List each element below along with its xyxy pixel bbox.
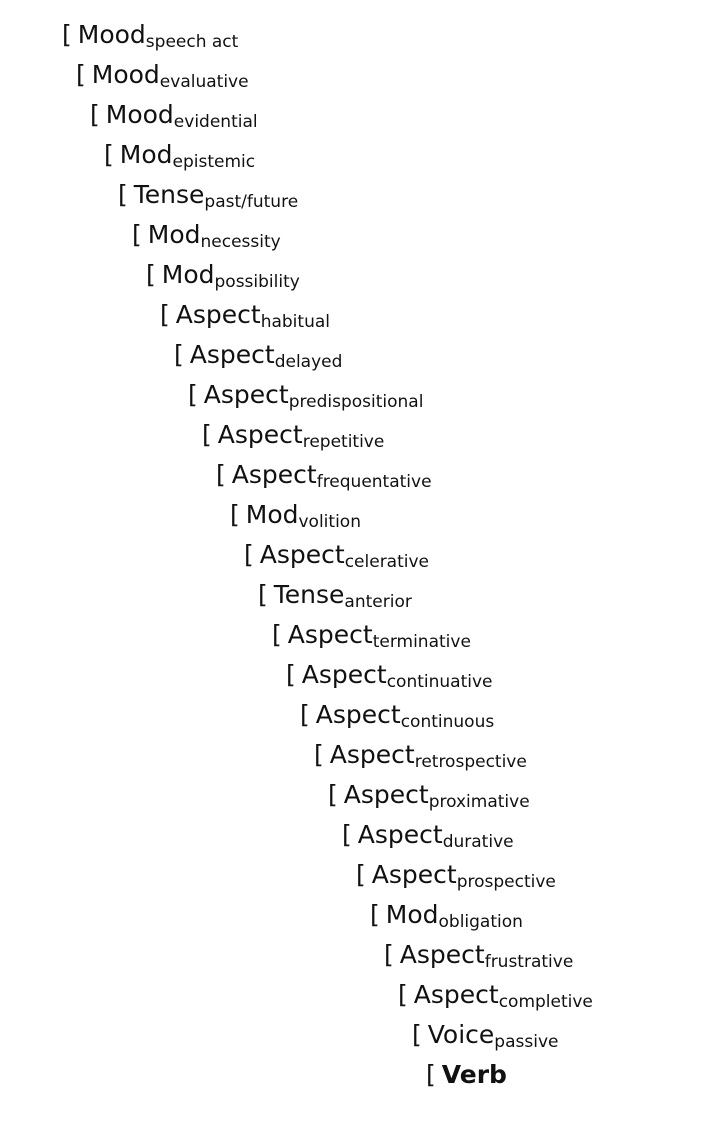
bracket: [ <box>356 860 366 889</box>
projection-row <box>118 182 298 222</box>
bracket: [ <box>342 820 352 849</box>
bracket: [ <box>188 380 198 409</box>
projection-subscript: epistemic <box>172 152 256 172</box>
projection-row <box>132 222 281 262</box>
projection-row <box>174 342 342 382</box>
projection-row <box>202 422 384 462</box>
projection-row <box>216 462 432 502</box>
projection-subscript: passive <box>494 1032 559 1052</box>
projection-subscript: proximative <box>428 792 530 812</box>
projection-row <box>398 982 593 1022</box>
projection-head: Aspect <box>287 620 373 649</box>
bracket: [ <box>370 900 380 929</box>
projection-row <box>90 102 258 142</box>
bracket: [ <box>286 660 296 689</box>
projection-row <box>76 62 249 102</box>
projection-head: Aspect <box>189 340 275 369</box>
projection-head: Mood <box>77 20 146 49</box>
projection-head: Mod <box>161 260 215 289</box>
projection-subscript: durative <box>442 832 514 852</box>
projection-row <box>342 822 514 862</box>
projection-subscript: volition <box>298 512 361 532</box>
projection-head: Aspect <box>259 540 345 569</box>
projection-head: Aspect <box>315 700 401 729</box>
bracket: [ <box>202 420 212 449</box>
projection-head: Tense <box>133 180 205 209</box>
projection-row <box>384 942 573 982</box>
bracket: [ <box>272 620 282 649</box>
projection-subscript: predispositional <box>288 392 424 412</box>
bracket: [ <box>426 1060 436 1089</box>
projection-subscript: prospective <box>456 872 556 892</box>
bracket: [ <box>90 100 100 129</box>
projection-head: Aspect <box>329 740 415 769</box>
projection-row <box>412 1022 558 1062</box>
projection-head: Mod <box>119 140 173 169</box>
projection-head: Aspect <box>343 780 429 809</box>
projection-head: Mod <box>147 220 201 249</box>
bracket: [ <box>216 460 226 489</box>
bracket: [ <box>258 580 268 609</box>
projection-row <box>314 742 527 782</box>
projection-head: Aspect <box>357 820 443 849</box>
projection-head: Aspect <box>231 460 317 489</box>
projection-head: Aspect <box>203 380 289 409</box>
projection-row <box>230 502 361 542</box>
bracket: [ <box>174 340 184 369</box>
projection-head: Mood <box>91 60 160 89</box>
projection-subscript: frequentative <box>316 472 432 492</box>
projection-row <box>370 902 523 942</box>
projection-head: Aspect <box>175 300 261 329</box>
bracket: [ <box>300 700 310 729</box>
projection-row <box>286 662 493 702</box>
projection-row <box>146 262 300 302</box>
bracket: [ <box>104 140 114 169</box>
projection-subscript: completive <box>498 992 593 1012</box>
projection-subscript: necessity <box>200 232 281 252</box>
projection-subscript: anterior <box>344 592 412 612</box>
bracket: [ <box>230 500 240 529</box>
bracket: [ <box>398 980 408 1009</box>
bracket: [ <box>132 220 142 249</box>
bracket: [ <box>146 260 156 289</box>
projection-head: Aspect <box>399 940 485 969</box>
projection-head: Aspect <box>217 420 303 449</box>
projection-row <box>104 142 255 182</box>
bracket: [ <box>314 740 324 769</box>
projection-head: Mod <box>245 500 299 529</box>
bracket: [ <box>118 180 128 209</box>
projection-head: Aspect <box>301 660 387 689</box>
projection-row <box>272 622 471 662</box>
bracket: [ <box>244 540 254 569</box>
bracket: [ <box>62 20 72 49</box>
projection-subscript: obligation <box>438 912 523 932</box>
projection-head: Mod <box>385 900 439 929</box>
bracket: [ <box>160 300 170 329</box>
projection-subscript: evaluative <box>159 72 249 92</box>
projection-subscript: celerative <box>344 552 430 572</box>
bracket: [ <box>384 940 394 969</box>
verb-head: Verb <box>441 1060 507 1089</box>
projection-head: Aspect <box>371 860 457 889</box>
projection-row <box>258 582 412 622</box>
projection-subscript: continuative <box>386 672 493 692</box>
projection-head: Voice <box>427 1020 495 1049</box>
projection-subscript: past/future <box>204 192 299 212</box>
projection-subscript: speech act <box>145 32 239 52</box>
projection-head: Mood <box>105 100 174 129</box>
projection-row <box>300 702 494 742</box>
projection-row <box>328 782 530 822</box>
projection-subscript: frustrative <box>484 952 574 972</box>
bracket: [ <box>76 60 86 89</box>
projection-row <box>188 382 423 422</box>
projection-head: Aspect <box>413 980 499 1009</box>
projection-subscript: evidential <box>173 112 258 132</box>
projection-subscript: terminative <box>372 632 471 652</box>
projection-subscript: retrospective <box>414 752 527 772</box>
projection-subscript: repetitive <box>302 432 385 452</box>
projection-subscript: possibility <box>214 272 300 292</box>
projection-row <box>62 22 238 62</box>
projection-head: Tense <box>273 580 345 609</box>
projection-row <box>356 862 556 902</box>
bracket: [ <box>328 780 338 809</box>
projection-subscript: delayed <box>274 352 343 372</box>
bracket: [ <box>412 1020 422 1049</box>
projection-row <box>244 542 429 582</box>
verb-row <box>426 1062 507 1102</box>
projection-subscript: habitual <box>260 312 330 332</box>
projection-row <box>160 302 330 342</box>
projection-subscript: continuous <box>400 712 495 732</box>
